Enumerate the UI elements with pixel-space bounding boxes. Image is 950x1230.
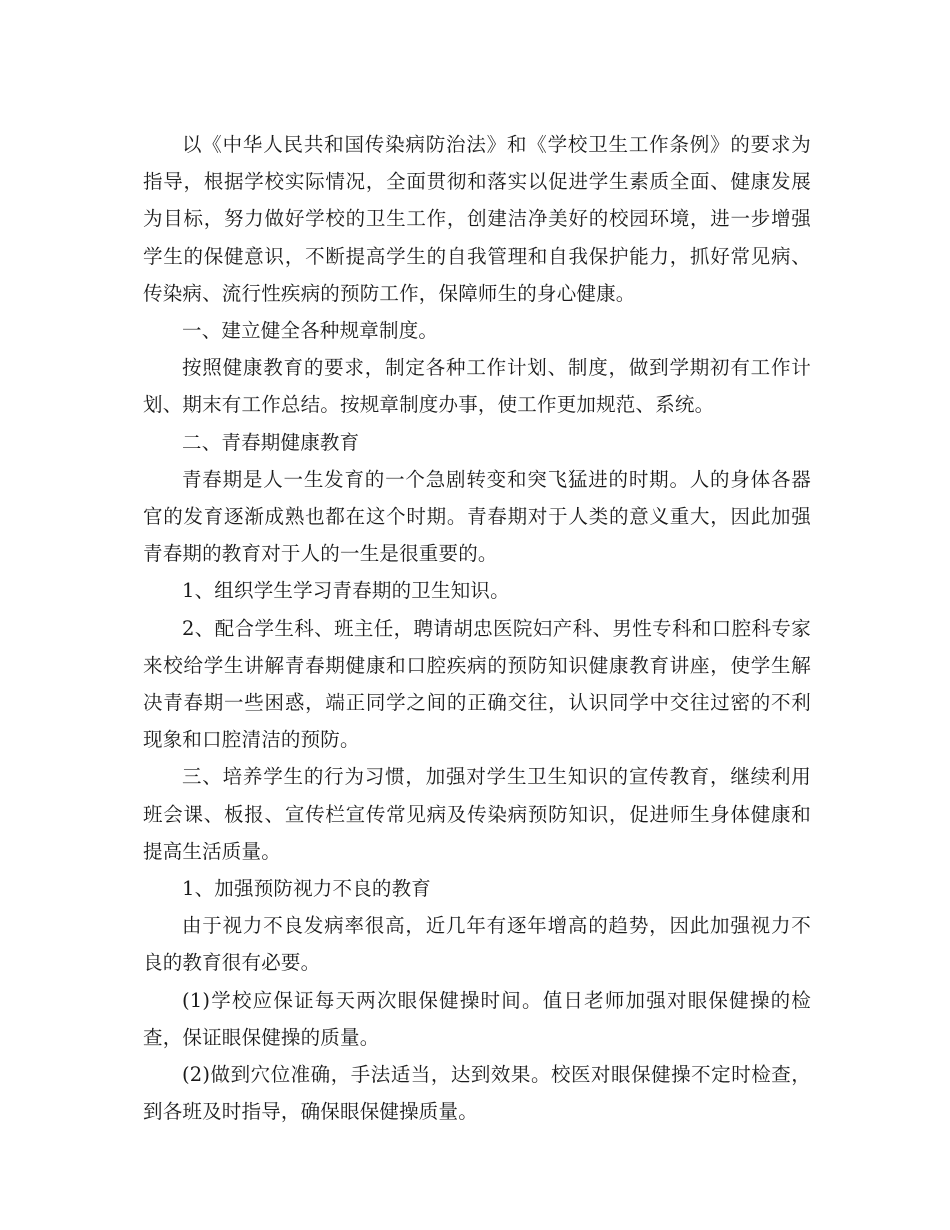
paragraph-intro: 以《中华人民共和国传染病防治法》和《学校卫生工作条例》的要求为指导，根据学校实际情况，全面贯彻和落实以促进学生素质全面、健康发展为目标，努力做好学校的卫生工作，创建洁净美好的校园环境，进一步增强学生的保健意识，不断提高学生的自我管理和自我保护能力，抓好常见病、传染病、流行性疾病的预防工作，保障师生的身心健康。 — [143, 133, 811, 305]
section-heading-habits: 三、培养学生的行为习惯，加强对学生卫生知识的宣传教育，继续利用班会课、板报、宣传栏宣传常见病及传染病预防知识，促进师生身体健康和提高生活质量。 — [143, 765, 811, 863]
document-body — [143, 126, 811, 1130]
section-heading-rules: 一、建立健全各种规章制度。 — [182, 319, 439, 343]
paragraph-adolescence: 青春期是人一生发育的一个急剧转变和突飞猛进的时期。人的身体各器官的发育逐渐成熟也都在这个时期。青春期对于人类的意义重大，因此加强青春期的教育对于人的一生是很重要的。 — [143, 467, 811, 566]
paragraph-vision: 由于视力不良发病率很高，近几年有逐年增高的趋势，因此加强视力不良的教育很有必要。 — [143, 914, 811, 975]
paragraph-rules: 按照健康教育的要求，制定各种工作计划、制度，做到学期初有工作计划、期末有工作总结。按规章制度办事，使工作更加规范、系统。 — [143, 356, 811, 417]
list-item-vision-2: (2)做到穴位准确，手法适当，达到效果。校医对眼保健操不定时检查，到各班及时指导，确保眼保健操质量。 — [143, 1063, 811, 1124]
list-item-adolescence-1: 1、组织学生学习青春期的卫生知识。 — [182, 579, 510, 603]
list-item-adolescence-2: 2、配合学生科、班主任，聘请胡忠医院妇产科、男性专科和口腔科专家来校给学生讲解青春期健康和口腔疾病的预防知识健康教育讲座，使学生解决青春期一些困惑，端正同学之间的正确交往，认识同学中交往过密的不利现象和口腔清洁的预防。 — [143, 616, 811, 752]
list-item-vision-1: (1)学校应保证每天两次眼保健操时间。值日老师加强对眼保健操的检查，保证眼保健操的质量。 — [143, 988, 811, 1049]
list-item-vision-heading: 1、加强预防视力不良的教育 — [182, 877, 432, 901]
section-heading-adolescence: 二、青春期健康教育 — [182, 430, 360, 454]
